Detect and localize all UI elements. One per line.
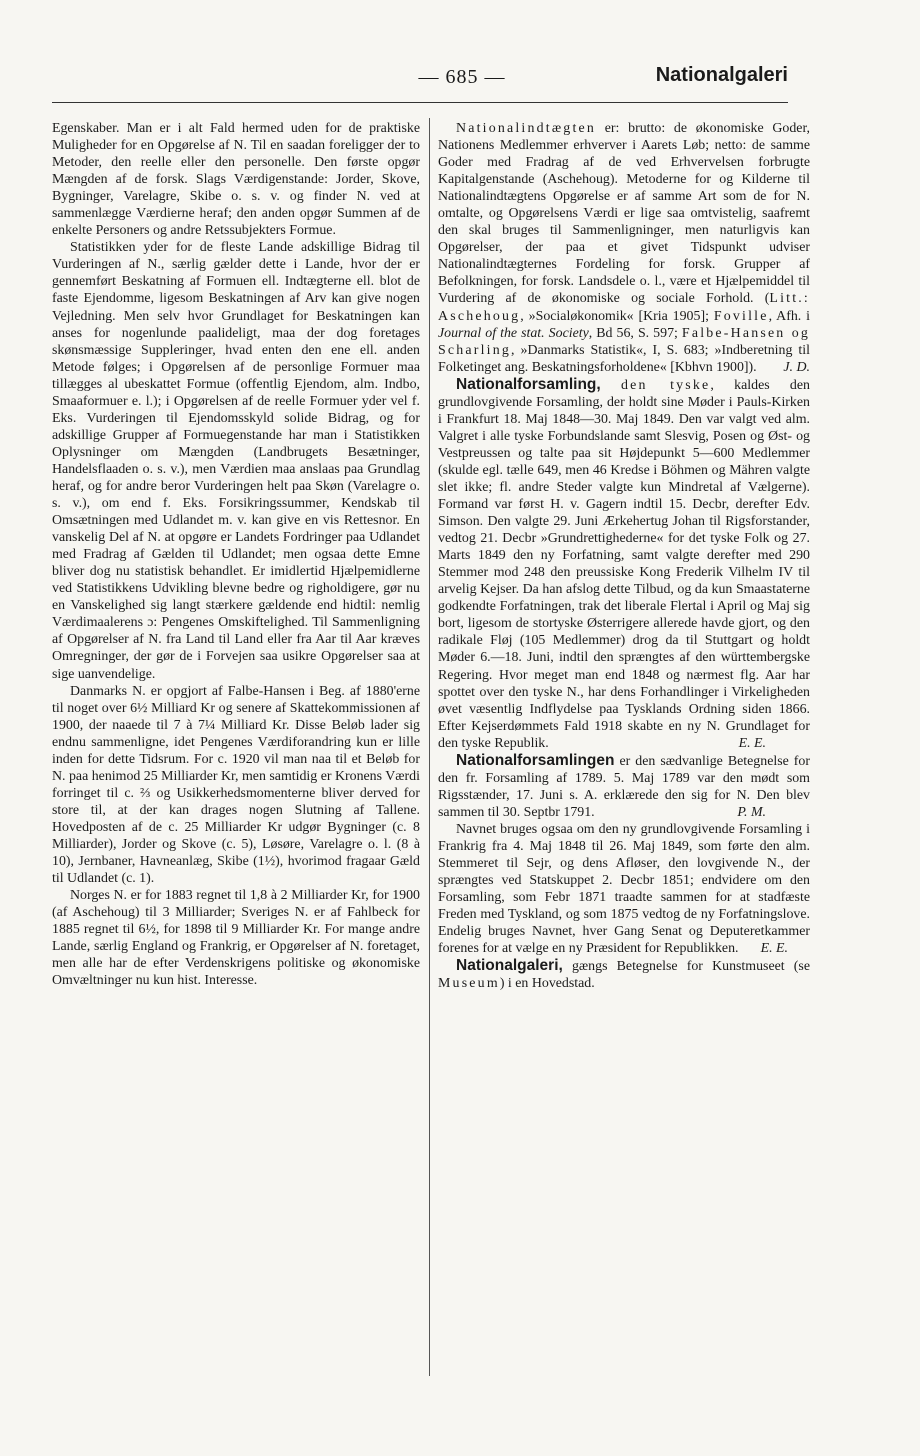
paragraph-valuation-methods: Egenskaber. Man er i alt Fald hermed uden for de praktiske Muligheder for en Opgørelse af N. Til en saadan foreligger der to Metoder, den reelle eller den personelle. Den første opgør Mængden af de forsk. Slags Værdigenstande: Jorder, Skove, Bygninger, Varelagre, Skibe o. s. v. og finder N. ved at sammenlægge Værdierne heraf; den anden opgør Summen af de enkelte Personers og andre Retssubjekters Formue. — [52, 121, 420, 239]
paragraph-statistics: Statistikken yder for de fleste Lande adskillige Bidrag til Vurderingen af N., særlig gælder dette i Lande, hvor der er gennemført Beskatning af Formuen ell. Indtægterne ell. blot de faste Ejendomme, ligesom Beskatningen af Arv kan give nogen Vejledning. Men selv hvor Grundlaget for Beskatningen kan anses for nogenlunde paalideligt, maa der dog foretages skønsmæssige Suppleringer, hvad enten den ene ell. anden Metode følges; i Opgørelsen af de personlige Formuer maa tillægges al ubeskattet Formue (offentlig Ejendom, alm. Indbo, Smaaformuer e. l.); i Opgørelsen af de reelle Formuer yder vel f. Eks. Vurderingen til Ejendomsskyld solide Bidrag, og for adskillige Grupper af Formuegenstande har man i Statistikken Oplysninger om Mængden (Landbrugets Besætninger, Handelsflaaden o. s. v.), men Værdien maa anslaas paa Grundlag heraf, og for andre beror Vurderingen helt paa Skøn (Varelagre o. s. v.), om end f. Eks. Forsikringssummer, Kendskab til Omsætningen med Udlandet m. v. kan give en vis Rettesnor. En vanskelig Del af N. at opgøre er Landets Fordringer paa Udlandet med Fradrag af Gælden til Udlandet; men ogsaa dette Emne bliver dog nu statistisk behandlet. Er imidlertid Hjælpemidlerne ved Statistikkens Udvikling blevne bedre og righoldigere, gør nu en Vanskelighed sig langt stærkere gældende end hidtil: nemlig Værdimaalerens ɔ: Pengenes Omskiftelighed. Til Sammenligning af Opgørelser af N. fra Land til Land eller fra Aar til Aar kræves Omregninger, der gør de i Forvejen saa usikre Opgørelser saa at sige uanvendelige. — [52, 240, 420, 682]
entry-text: gængs Betegnelse for Kunstmuseet (se — [562, 959, 810, 975]
paragraph-denmark: Danmarks N. er opgjort af Falbe-Hansen i Beg. af 1880'erne til noget over 6½ Milliard Kr og senere af Skattekommissionen af 1900, der naaede til 7 à 7¼ Milliard Kr. Disse Beløb lader sig endnu sammenligne, idet Pengenes Værdiforandring kun er lille inden for dette Tidsrum. For c. 1920 vil man naa til et Beløb for N. paa henimod 25 Milliarder Kr, men samtidig er Kronens Værdi forringet til c. ⅔ og Usikkerhedsmomenterne bliver derved for store til, at der kan drages nogen Slutning af Tallene. Hovedposten af de c. 25 Milliarder Kr udgør Bygninger (c. 8 Milliarder), Jorder og Skove (c. 5), Løsøre, Varelagre o. l. (8 à 10), Jernbaner, Havneanlæg, Skibe (1½), hvorimod fragaar Gæld til Udlandet (c. 1). — [52, 683, 420, 887]
entry-text: , Bd 56, S. 597; — [588, 325, 682, 341]
text-space — [601, 378, 621, 393]
entry-text: er den sædvanlige Betegnelse for den fr. Forsamling af 1789. 5. Maj 1789 var den mødt som Rigsstænder, 17. Juni s. A. erklærede den sig for N. Den blev sammen til 30. Septbr 1791. — [438, 753, 810, 820]
entry-subject: den tyske — [620, 377, 711, 393]
entry-text: er: brutto: de økonomiske Goder, Nationens Medlemmer erhverver i Aarets Løb; netto: de samme Goder med Fradrag af de ved Erhvervelsen forbrugte Kapitalgenstande (Aschehoug). Metoderne for og Kilderne til Nationalindtægtens Opgørelse er af samme Art som de for N. omtalte, og Opgørelsens Værdi er lige saa omtvistelig, saafremt den skal bruges til Sammenligninger, men naturligvis kan Opgørelser, der paa et givet Tidspunkt udviser Nationalindtægternes Fordeling for forsk. Grupper af Befolkningen, for forsk. Landsdele o. l., være et Hjælpemiddel til Vurdering af de økonomiske og sociale Forhold. ( — [438, 121, 810, 307]
author-signature: E. E. — [738, 735, 766, 751]
author-name: Aschehoug — [438, 308, 521, 324]
page-header — [52, 66, 788, 98]
header-rule — [52, 102, 788, 103]
cross-reference: Museum — [438, 976, 500, 992]
entry-nationalforsamlingen — [438, 752, 810, 821]
running-head: Nationalgaleri — [655, 64, 788, 86]
journal-title: Journal of the stat. Society — [438, 325, 589, 341]
right-column — [438, 120, 810, 992]
entry-text: , »Danmarks Statistik«, I, S. 683; »Indberetning til Folketinget ang. Beskatningsforholdene« [Kbhvn 1900]). — [438, 342, 810, 375]
column-divider — [429, 118, 430, 1376]
entry-text: , »Socialøkonomik« [Kria 1905]; — [520, 308, 714, 324]
entry-text: ) i en Hovedstad. — [499, 976, 595, 992]
page-number: — 685 — — [418, 66, 506, 88]
entry-text: , kaldes den grundlovgivende Forsamling, der holdt sine Møder i Pauls-Kirken i Frankfurt 18. Maj 1848—30. Maj 1849. Den var valgt ved alm. Valgret i alle tyske Forbundslande samt Slesvig, Posen og Øst- og Vestpreussen og talte paa sit Højdepunkt 5—600 Medlemmer (skulde egl. tælle 649, men 46 Kredse i Böhmen og Mähren valgte slet ikke; fl. andre Steder valgte kun Mindretal af Vælgerne). Formand var først H. v. Gagern indtil 15. Decbr, derefter Edv. Simson. Den valgte 29. Juni Ærkehertug Johan til Rigsforstander, vedtog 21. Decbr »Grundrettighederne« for det tyske Folk og 27. Marts 1849 den ny Forfatning, samt valgte derefter med 290 Stemmer mod 248 den preussiske Kong Frederik Vilhelm IV til arvelig Kejser. Da han afslog dette Tilbud, og da kun Smaastaterne godkendte Forfatningen, trak det liberale Flertal i April og Maj sig bort, ligesom de stortyske Østerrigere allerede havde gjort, og den radikale Fløj (105 Medlemmer) drog da til Stuttgart og holdt Møder 6.—18. Juni, indtil den sprængtes af den württembergske Regering. Hvor meget man end 1848 og nærmest flg. Aar har spottet over den tyske N., har dens Forhandlinger i Virkeligheden øvet væsentlig Indflydelse paa Tysklands Ordning siden 1866. Efter Kejserdømmets Fald 1918 skabte en ny N. Grundlaget for den tyske Republik. — [438, 377, 810, 751]
paragraph-navnet — [438, 821, 810, 957]
entry-headword: Nationalgaleri, — [456, 957, 563, 975]
entry-nationalgaleri — [438, 957, 810, 992]
author-name: Foville — [713, 308, 769, 324]
literature-label: Litt.: — [769, 291, 810, 307]
entry-nationalforsamling — [438, 376, 810, 752]
left-column — [52, 120, 420, 989]
author-signature: J. D. — [783, 359, 810, 375]
entry-text: Navnet bruges ogsaa om den ny grundlovgivende Forsamling i Frankrig fra 4. Maj 1848 til 26. Maj 1849, som førte den alm. Stemmeret til Sejr, og dens Afløser, den lovgivende N., der sprængtes ved Statskuppet 2. Decbr 1851; endvidere om den Forsamling, som Febr 1871 traadte sammen for at stadfæste Freden med Tyskland, og som 1875 vedtog de ny Forfatningslove. Endelig bruges Navnet, hver Gang Senat og Deputeretkammer forenes for at vælge en ny Præsident for Republikken. — [438, 821, 810, 957]
author-signature: P. M. — [737, 804, 766, 820]
author-name: Falbe-Hansen og Scharling — [438, 325, 810, 358]
author-signature: E. E. — [760, 941, 788, 957]
paragraph-norway-sweden: Norges N. er for 1883 regnet til 1,8 à 2 Milliarder Kr, for 1900 (af Aschehoug) til 3 Milliarder; Sveriges N. er af Fahlbeck for 1885 regnet til 6½, for 1898 til 9 Milliarder Kr. For mange andre Lande, særlig England og Frankrig, er Opgørelser af N. foretaget, men alle har de efter Verdenskrigens politiske og økonomiske Omvæltninger nu kun hist. Interesse. — [52, 888, 420, 989]
entry-text: , Afh. i — [768, 308, 810, 324]
entry-term: Nationalindtægten — [456, 121, 597, 136]
entry-nationalindtaegten — [438, 120, 810, 376]
entry-headword: Nationalforsamling, — [456, 375, 601, 393]
entry-headword: Nationalforsamlingen — [456, 751, 615, 769]
